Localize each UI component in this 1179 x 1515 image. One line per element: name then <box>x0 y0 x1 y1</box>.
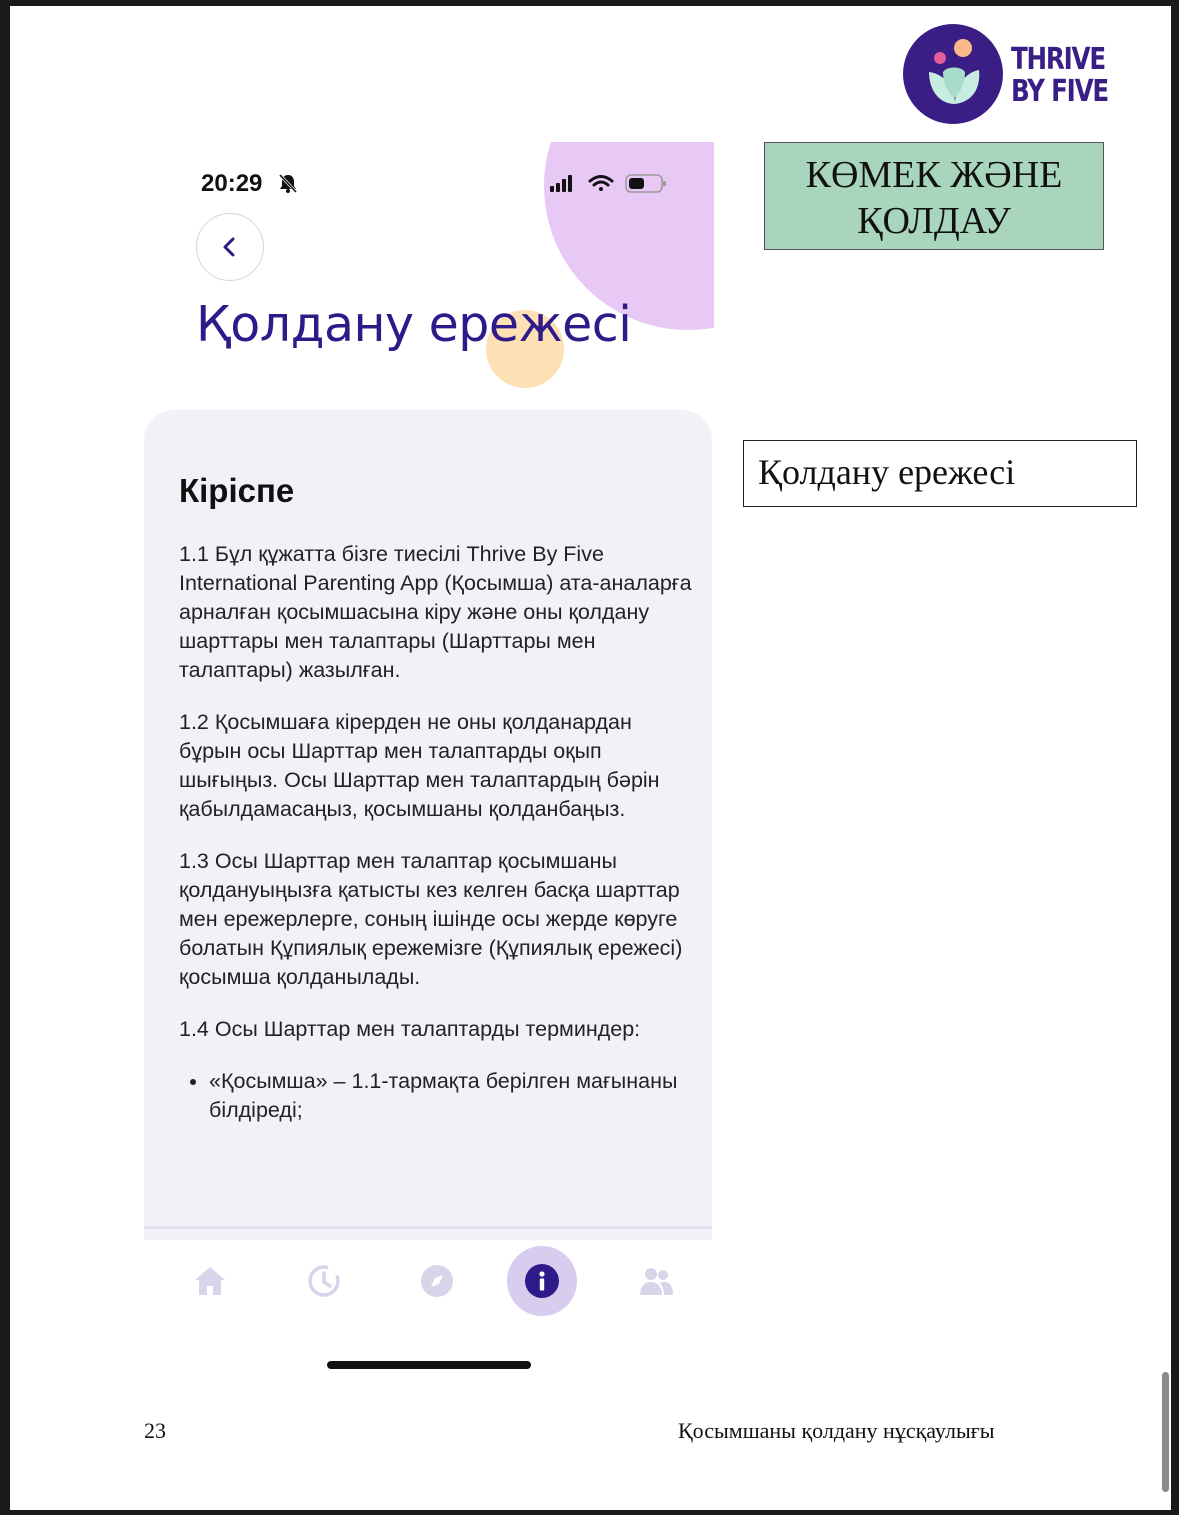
logo-line-1: THRIVE <box>1011 42 1105 77</box>
thrive-by-five-logo <box>903 24 1123 126</box>
page-title: Қолдану ережесі <box>196 296 632 353</box>
logo-line-2: BY FIVE <box>1011 74 1108 109</box>
nav-home[interactable] <box>175 1246 245 1316</box>
explore-icon <box>419 1263 455 1299</box>
document-page <box>10 6 1171 1510</box>
help-box-line-1: КӨМЕК ЖӘНЕ <box>805 154 1063 196</box>
section-heading: Кіріспе <box>179 472 295 509</box>
info-icon <box>524 1263 560 1299</box>
terms-paragraph: 1.2 Қосымшаға кірерден не оны қолданардан бұрын осы Шарттар мен талаптарды оқып шығыңыз. Осы Шарттар мен талаптардың бәрін қабылдамасаңыз, қосымшаны қолданбаңыз. <box>179 710 660 821</box>
bell-muted-icon <box>277 172 299 194</box>
list-item: • «Қосымша» – 1.1-тармақта берілген мағынаны білдіреді; <box>209 1067 694 1125</box>
status-time: 20:29 <box>201 170 263 197</box>
nav-info[interactable] <box>507 1246 577 1316</box>
terms-body <box>179 540 694 1125</box>
nav-divider <box>144 1226 712 1229</box>
terms-paragraph: 1.1 Бұл құжатта бізге тиесілі Thrive By Five International Parenting App (Қосымша) ата-аналарға арналған қосымшасына кіру және оны қолдану шарттары мен талаптары (Шарттары мен талаптары) жазылған. <box>179 542 692 682</box>
wifi-icon <box>590 177 612 192</box>
status-icons <box>550 172 670 194</box>
nav-community[interactable] <box>621 1246 691 1316</box>
chevron-left-icon <box>219 236 241 258</box>
phone-screenshot <box>144 142 714 1372</box>
footer-title: Қосымшаны қолдану нұсқаулығы <box>678 1418 995 1443</box>
home-icon <box>192 1263 228 1299</box>
logo-emblem <box>903 24 1003 124</box>
home-indicator[interactable] <box>327 1361 531 1369</box>
terms-paragraph: 1.4 Осы Шарттар мен талаптарды терминдер: <box>179 1017 641 1041</box>
terms-content-card[interactable] <box>144 410 712 1240</box>
help-support-heading-box <box>764 142 1104 250</box>
logo-wordmark <box>1011 44 1108 108</box>
bottom-navigation <box>144 1230 712 1330</box>
battery-icon <box>626 175 666 192</box>
help-box-line-2: ҚОЛДАУ <box>857 200 1011 242</box>
signal-icon <box>550 175 572 192</box>
rules-label-box: Қолдану ережесі <box>743 440 1137 507</box>
scrollbar[interactable] <box>1162 1372 1169 1492</box>
terms-list <box>179 1067 694 1125</box>
page-number: 23 <box>144 1418 166 1443</box>
terms-paragraph: 1.3 Осы Шарттар мен талаптар қосымшаны қолдануыңызға қатысты кез келген басқа шарттар мен ережерлерге, соның ішінде осы жерде көруге болатын Құпиялық ережемізге (Құпиялық ережесі) қосымша қолданылады. <box>179 849 683 989</box>
history-icon <box>306 1263 342 1299</box>
back-button[interactable] <box>196 213 264 281</box>
community-icon <box>638 1263 674 1299</box>
nav-history[interactable] <box>289 1246 359 1316</box>
nav-explore[interactable] <box>402 1246 472 1316</box>
